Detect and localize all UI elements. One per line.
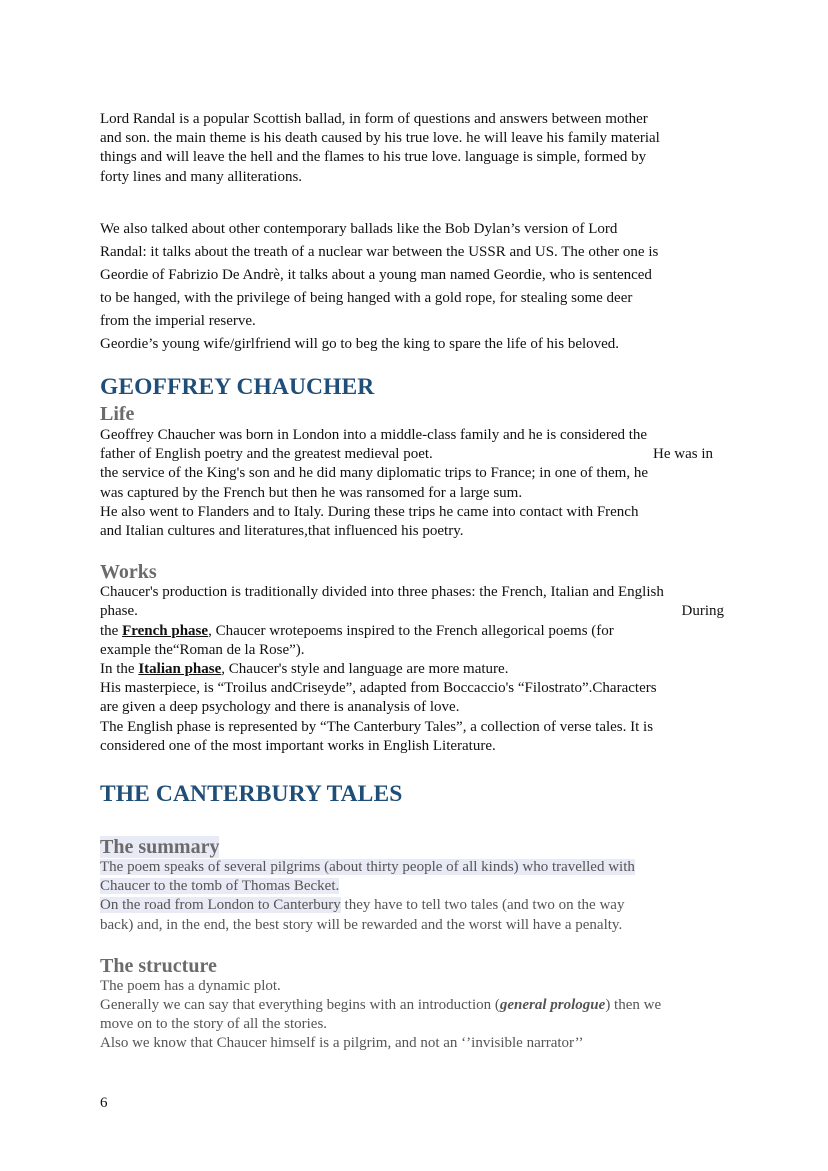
text-run: The poem speaks of several pilgrims (about <box>100 859 363 875</box>
section-title: THE CANTERBURY TALES <box>100 781 403 807</box>
text-line: Also we know that Chaucer himself is a pilgrim, and not an ‘’invisible narrator’’ <box>100 1035 584 1052</box>
text-line: considered one of the most important works in English Literature. <box>100 737 496 754</box>
text-run: ) then we <box>605 997 662 1014</box>
canterbury-section <box>100 780 730 1054</box>
text-line: example the“Roman de la Rose”). <box>100 641 305 658</box>
text-run: During <box>681 603 724 620</box>
general-prologue-term: general prologue <box>499 997 606 1014</box>
text-run: , Chaucer's style and language are more mature. <box>221 661 509 678</box>
text-line: back) and, in the end, the best story will be rewarded and the worst will have a penalty. <box>100 916 623 933</box>
text-line <box>100 622 730 641</box>
works-paragraph <box>100 583 730 756</box>
text-line: We also talked about other contemporary ballads like the Bob Dylan’s version of Lord <box>100 221 618 237</box>
life-paragraph <box>100 426 730 541</box>
text-line: Randal: it talks about the treath of a nuclear war between the USSR and US. The other one is <box>100 244 659 260</box>
life-heading: Life <box>100 403 135 425</box>
chaucer-section <box>100 373 730 756</box>
text-line: the service of the King's son and he did many diplomatic trips to France; in one of them, he <box>100 465 648 482</box>
text-line <box>100 660 730 679</box>
text-line: He also went to Flanders and to Italy. During these trips he came into contact with French <box>100 503 639 520</box>
text-line: Geordie of Fabrizio De Andrè, it talks about a young man named Geordie, who is sentenced <box>100 267 652 283</box>
ballad-paragraph <box>100 110 730 187</box>
text-run: On the road from London to Canterbury <box>100 897 341 914</box>
text-line: to be hanged, with the privilege of being hanged with a gold rope, for stealing some deer <box>100 290 633 306</box>
italian-phase-term: Italian phase <box>138 661 222 678</box>
text-line: are given a deep psychology and there is ananalysis of love. <box>100 699 460 716</box>
summary-heading: The summary <box>100 836 220 858</box>
structure-heading: The structure <box>100 954 217 977</box>
summary-paragraph <box>100 858 730 935</box>
contemporary-paragraph <box>100 218 730 356</box>
text-run: phase. <box>100 603 138 620</box>
page-number: 6 <box>100 1095 108 1111</box>
text-run: He was in <box>653 446 713 463</box>
text-line: The poem has a dynamic plot. <box>100 977 281 994</box>
text-line <box>100 602 730 621</box>
text-line: The English phase is represented by “The Canterbury Tales”, a collection of verse tales. It is <box>100 718 654 735</box>
text-line <box>100 896 730 915</box>
works-heading: Works <box>100 561 157 584</box>
text-run: , Chaucer wrotepoems inspired to the French allegorical poems (for <box>208 622 614 639</box>
structure-paragraph <box>100 977 730 1054</box>
text-run: In the <box>100 661 139 678</box>
text-run: thirty people of all kinds) who travelled with <box>362 859 635 875</box>
text-line: forty lines and many alliterations. <box>100 168 303 185</box>
text-line: things and will leave the hell and the flames to his true love. language is simple, formed by <box>100 149 647 166</box>
text-line: was captured by the French but then he was ransomed for a large sum. <box>100 484 523 501</box>
text-line: Geoffrey Chaucher was born in London into a middle-class family and he is considered the <box>100 427 648 443</box>
text-line: Lord Randal is a popular Scottish ballad, in form of questions and answers between mother <box>100 111 648 127</box>
text-line <box>100 877 730 896</box>
text-line: from the imperial reserve. <box>100 313 256 329</box>
text-line: Chaucer's production is traditionally divided into three phases: the French, Italian and English <box>100 584 664 601</box>
text-line: Geordie’s young wife/girlfriend will go to beg the king to spare the life of his beloved. <box>100 336 620 352</box>
text-line <box>100 858 730 877</box>
text-line: His masterpiece, is “Troilus andCriseyde”, adapted from Boccaccio's “Filostrato”.Characters <box>100 680 657 697</box>
text-run: father of English poetry and the greatest medieval poet. <box>100 446 433 463</box>
text-run: Chaucer to the tomb of Thomas Becket. <box>100 878 340 895</box>
text-run: Generally we can say that everything begins with an introduction ( <box>100 997 500 1014</box>
french-phase-term: French phase <box>122 622 209 639</box>
text-line: move on to the story of all the stories. <box>100 1016 328 1033</box>
text-line <box>100 996 730 1015</box>
text-line: and Italian cultures and literatures,that influenced his poetry. <box>100 523 464 540</box>
text-line <box>100 445 730 464</box>
text-run: they have to tell two tales (and two on the way <box>340 897 625 914</box>
section-title: GEOFFREY CHAUCHER <box>100 374 375 400</box>
text-run: the <box>100 622 123 639</box>
text-line: and son. the main theme is his death caused by his true love. he will leave his family material <box>100 130 660 147</box>
summary-heading-wrap <box>100 836 730 858</box>
